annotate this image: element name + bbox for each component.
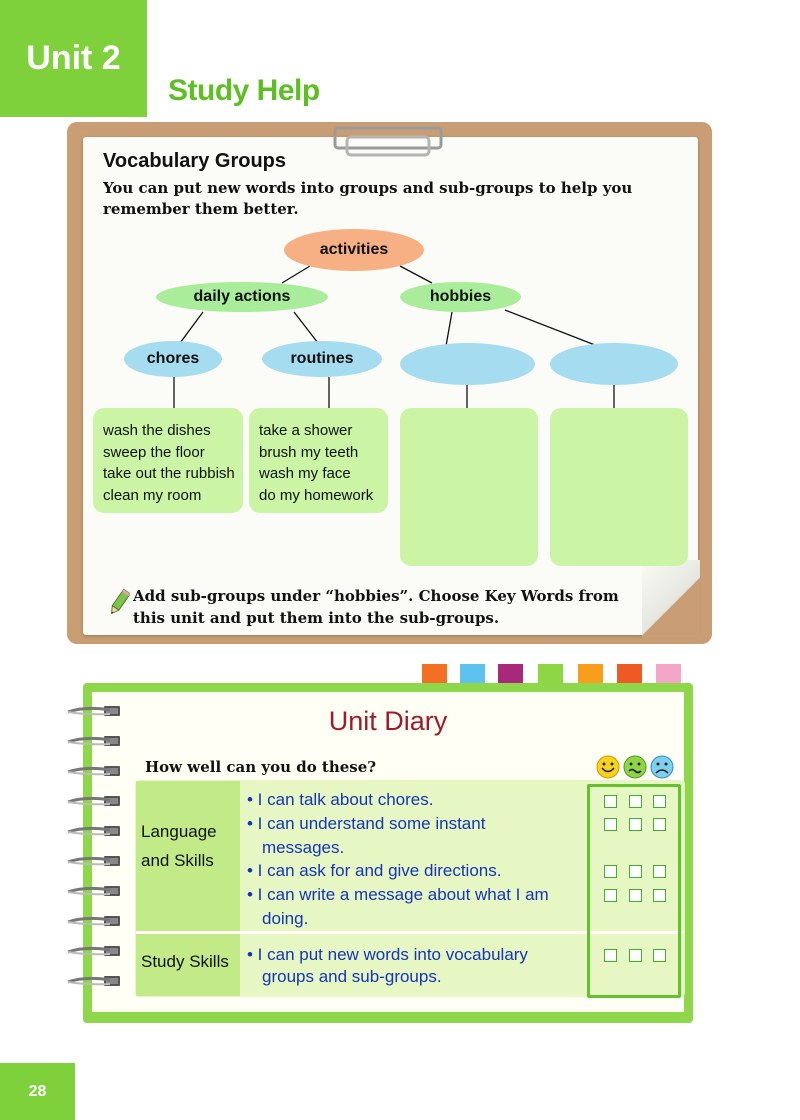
node-hobbies: hobbies	[400, 282, 521, 312]
unit-badge	[0, 0, 147, 117]
neutral-face-icon	[624, 756, 646, 778]
node-routines: routines	[262, 341, 382, 377]
page-number	[0, 1063, 75, 1120]
row-label-language-skills	[136, 781, 240, 931]
instruction-text: Add sub-groups under “hobbies”. Choose Key Words from this unit and put them into the sub-groups.	[133, 587, 619, 627]
word-item: sweep the floor	[103, 443, 205, 461]
paper-clip-icon	[333, 125, 443, 159]
rating-checkbox[interactable]	[653, 865, 666, 878]
label-line: and Skills	[141, 851, 214, 870]
word-item: take a shower	[259, 422, 353, 439]
rating-checkbox[interactable]	[604, 795, 617, 808]
word-item: brush my teeth	[259, 443, 359, 461]
word-item: wash the dishes	[103, 422, 211, 439]
rating-checkbox[interactable]	[629, 889, 642, 902]
rating-checkbox[interactable]	[629, 949, 642, 962]
word-item: do my homework	[259, 486, 374, 504]
rating-checkbox[interactable]	[604, 889, 617, 902]
label-line: Study Skills	[141, 952, 229, 971]
rating-faces	[596, 754, 676, 780]
rating-checkbox[interactable]	[629, 865, 642, 878]
rating-checkbox[interactable]	[653, 795, 666, 808]
node-blank-subgroup-2	[550, 343, 678, 385]
word-item: wash my face	[259, 465, 351, 482]
statement: • I can talk about chores.	[247, 790, 434, 809]
statement: • I can ask for and give directions.	[247, 861, 502, 880]
blank-word-box-2	[550, 408, 688, 566]
rating-checkbox[interactable]	[653, 949, 666, 962]
spiral-binding-icon	[66, 706, 126, 1006]
vocabulary-description: You can put new words into groups and sub-groups to help you remember them better.	[103, 179, 633, 218]
vocabulary-title: Vocabulary Groups	[103, 150, 287, 172]
rating-checkbox[interactable]	[629, 818, 642, 831]
statement-continued: doing.	[262, 909, 309, 928]
rating-checkbox[interactable]	[653, 889, 666, 902]
rating-checkbox[interactable]	[653, 818, 666, 831]
sad-face-icon	[651, 756, 673, 778]
statement-continued: messages.	[262, 838, 345, 857]
node-blank-subgroup-1	[400, 343, 535, 385]
statement-continued: groups and sub-groups.	[262, 967, 442, 986]
rating-checkbox[interactable]	[629, 795, 642, 808]
node-daily-actions: daily actions	[156, 282, 328, 312]
row-label-study-skills	[136, 934, 240, 996]
node-activities: activities	[284, 229, 424, 271]
unit-label: Unit 2	[26, 39, 121, 77]
word-item: clean my room	[103, 486, 202, 504]
blank-word-box-1	[400, 408, 538, 566]
pencil-icon	[108, 588, 130, 618]
diary-title: Unit Diary	[328, 706, 448, 736]
routines-word-box	[249, 408, 388, 513]
section-title: Study Help	[168, 74, 320, 107]
statement: • I can understand some instant	[247, 814, 486, 833]
page-number-label: 28	[28, 1082, 47, 1100]
statement: • I can put new words into vocabulary	[247, 945, 528, 964]
rating-checkbox[interactable]	[604, 818, 617, 831]
chores-word-box	[93, 408, 243, 513]
statement: • I can write a message about what I am	[247, 885, 549, 904]
word-item: take out the rubbish	[103, 465, 235, 482]
label-line: Language	[141, 822, 217, 841]
rating-checkbox[interactable]	[604, 949, 617, 962]
happy-face-icon	[597, 756, 619, 778]
node-chores: chores	[124, 341, 222, 377]
diary-question: How well can you do these?	[145, 758, 377, 776]
rating-checkbox[interactable]	[604, 865, 617, 878]
